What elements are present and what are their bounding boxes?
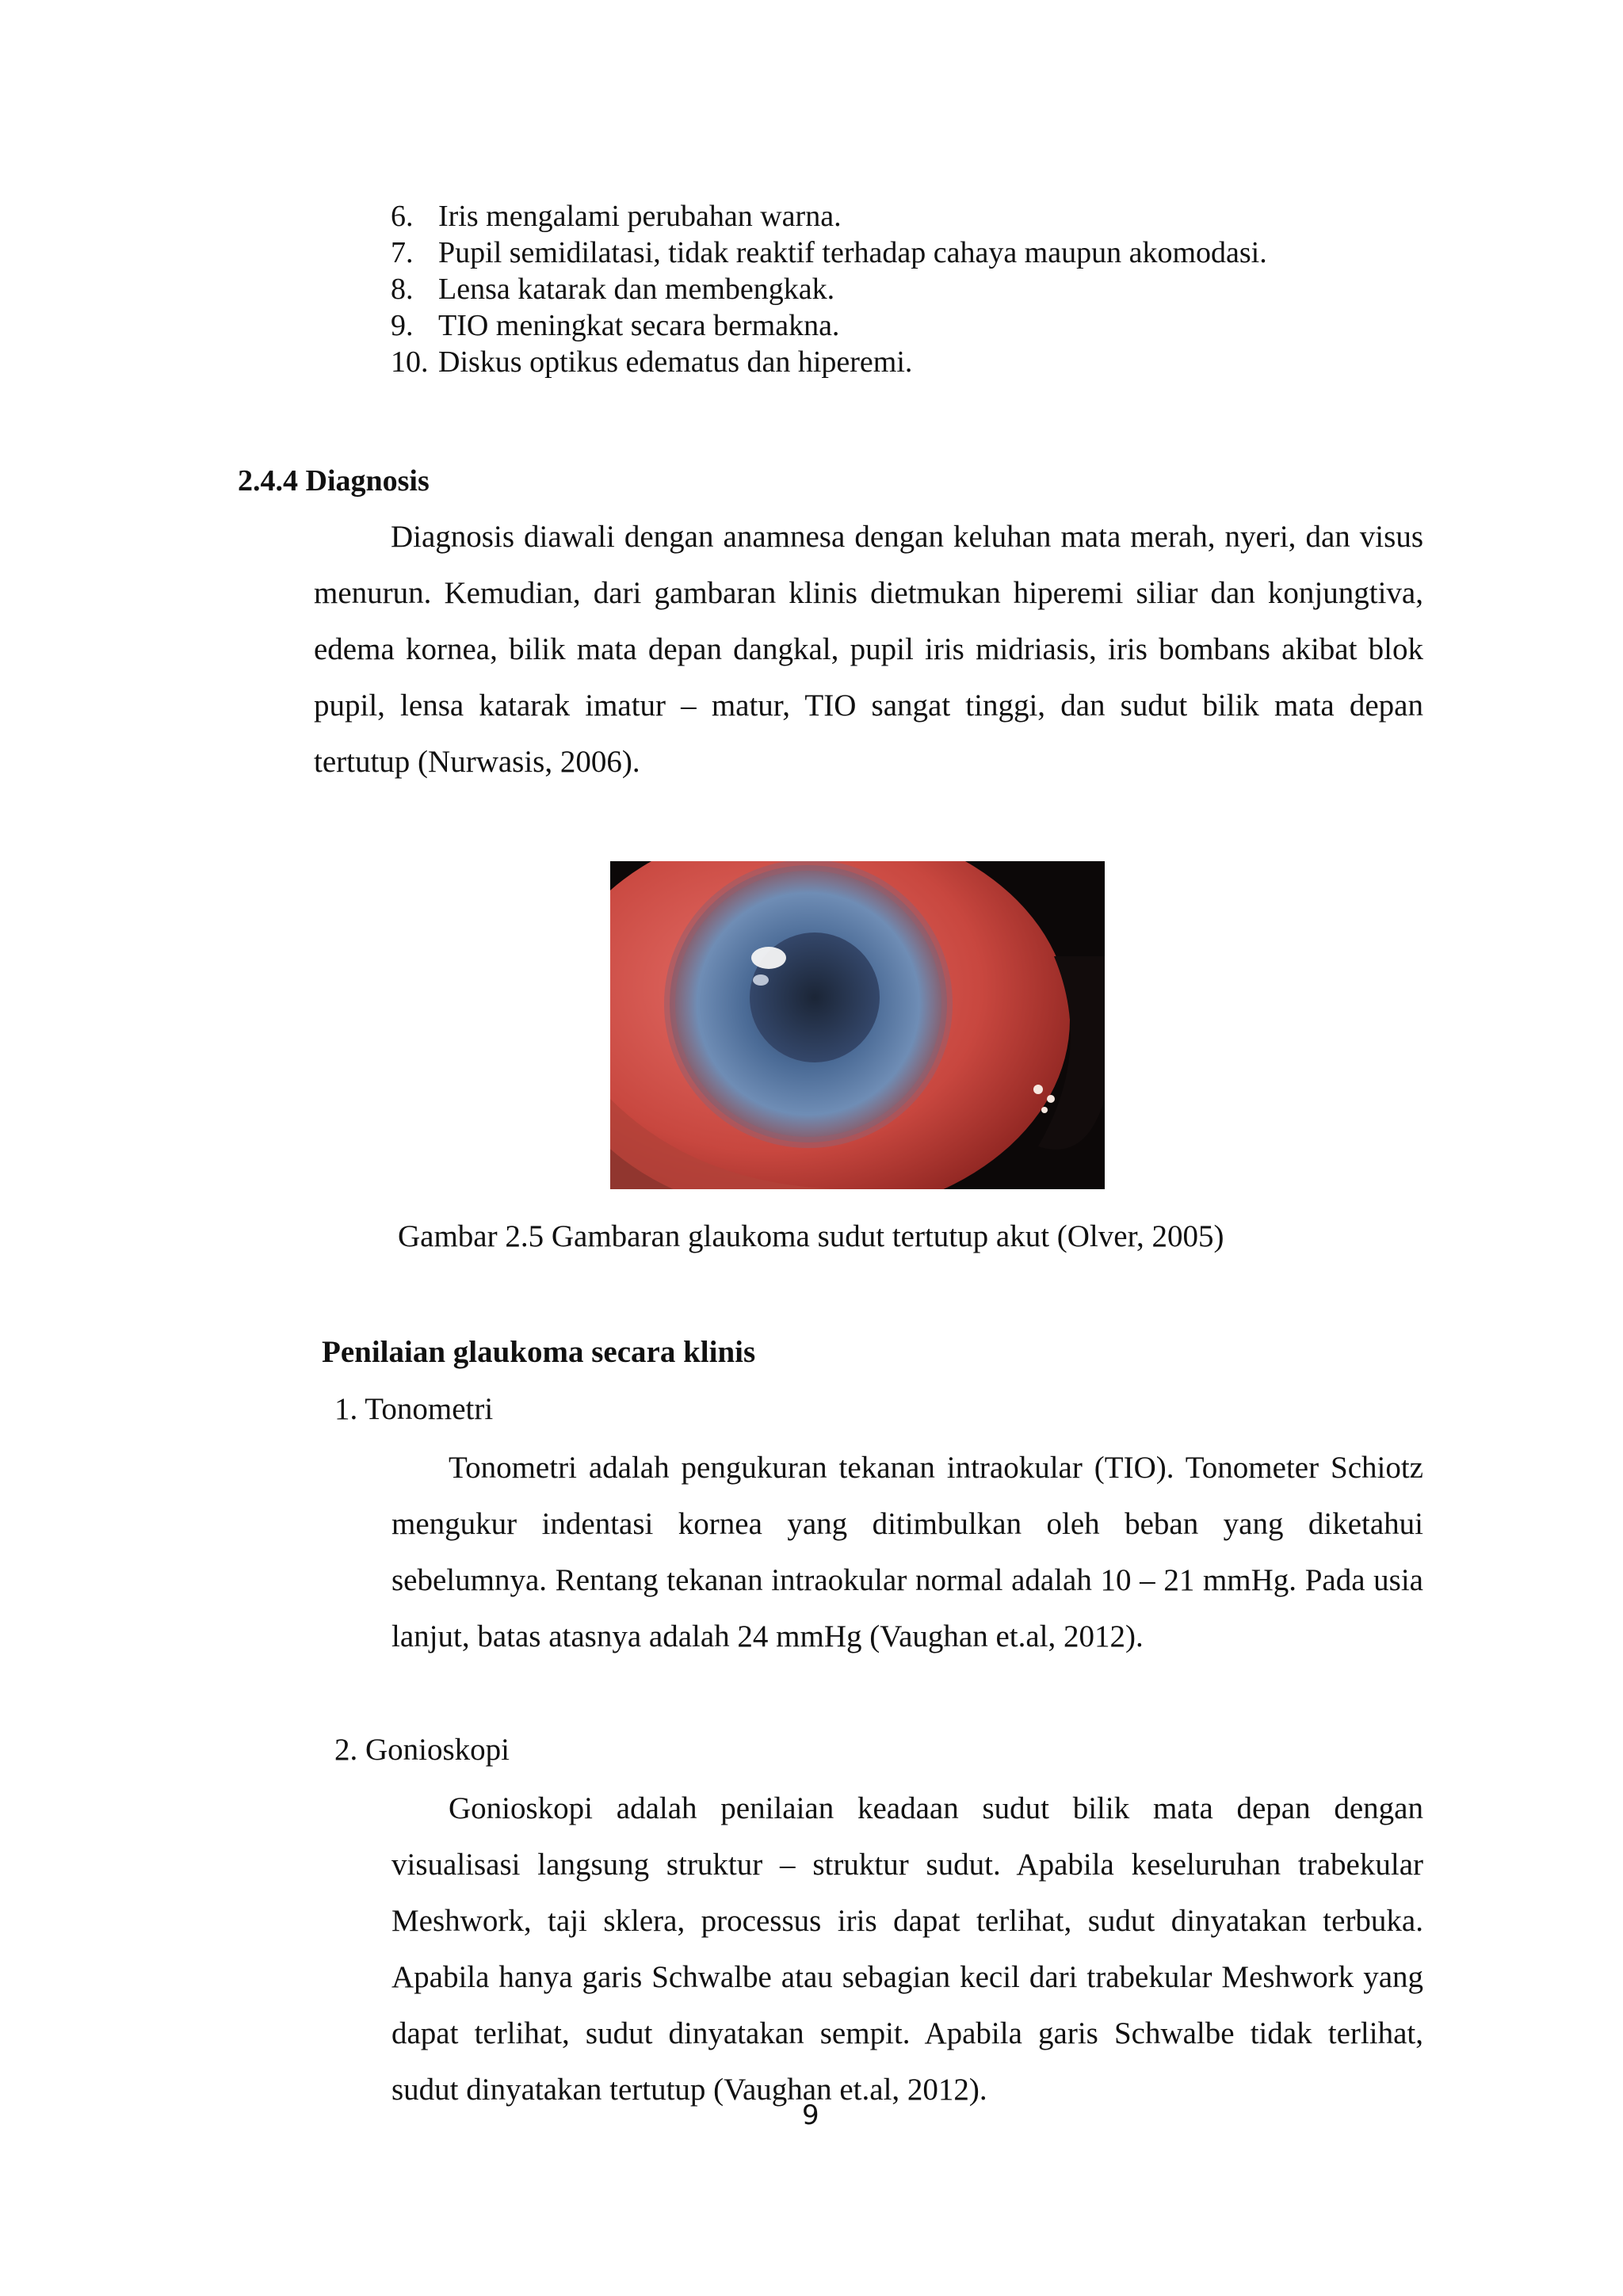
list-item [391,271,834,307]
page-number: 9 [802,2100,819,2131]
section-heading: 2.4.4 Diagnosis [238,464,430,498]
gonioskopi-label: 2. Gonioskopi [334,1733,510,1767]
list-item-number: 9. [391,309,414,342]
gonioskopi-paragraph: Gonioskopi adalah penilaian keadaan sudut bilik mata depan dengan visualisasi langsung struktur – struktur sudut. Apabila keseluruhan trabekular Meshwork, taji sklera, processus iris dapat terlihat, sudut dinyatakan terbuka. Apabila hanya garis Schwalbe atau sebagian kecil dari trabekular Meshwork yang dapat terlihat, sudut dinyatakan sempit. Apabila garis Schwalbe tidak terlihat, sudut dinyatakan tertutup (Vaughan et.al, 2012). [391,1791,1423,2107]
list-item [391,307,839,344]
list-item [391,344,912,380]
list-item-text: Iris mengalami perubahan warna. [438,200,842,233]
diagnosis-paragraph: Diagnosis diawali dengan anamnesa dengan keluhan mata merah, nyeri, dan visus menurun. Kemudian, dari gambaran klinis dietmukan hiperemi siliar dan konjungtiva, edema kornea, bilik mata depan dangkal, pupil iris midriasis, iris bombans akibat blok pupil, lensa katarak imatur – matur, TIO sangat tinggi, dan sudut bilik mata depan tertutup (Nurwasis, 2006). [314,520,1423,779]
list-item [391,235,1267,271]
eye-photo [610,861,1105,1189]
eye-illustration [610,861,1105,1189]
list-item-number: 8. [391,273,414,306]
assessment-heading: Penilaian glaukoma secara klinis [322,1335,756,1369]
list-item-text: Diskus optikus edematus dan hiperemi. [438,345,913,379]
figure-caption: Gambar 2.5 Gambaran glaukoma sudut tertutup akut (Olver, 2005) [398,1219,1224,1253]
list-item [391,198,842,235]
list-item-number: 10. [391,345,429,379]
list-item-text: Lensa katarak dan membengkak. [438,273,835,306]
list-item-number: 6. [391,200,414,233]
list-item-text: TIO meningkat secara bermakna. [438,309,840,342]
list-item-number: 7. [391,236,414,269]
tonometri-paragraph: Tonometri adalah pengukuran tekanan intraokular (TIO). Tonometer Schiotz mengukur indentasi kornea yang ditimbulkan oleh beban yang diketahui sebelumnya. Rentang tekanan intraokular normal adalah 10 – 21 mmHg. Pada usia lanjut, batas atasnya adalah 24 mmHg (Vaughan et.al, 2012). [391,1451,1423,1653]
list-item-text: Pupil semidilatasi, tidak reaktif terhadap cahaya maupun akomodasi. [438,236,1267,269]
tonometri-label: 1. Tonometri [334,1392,494,1426]
